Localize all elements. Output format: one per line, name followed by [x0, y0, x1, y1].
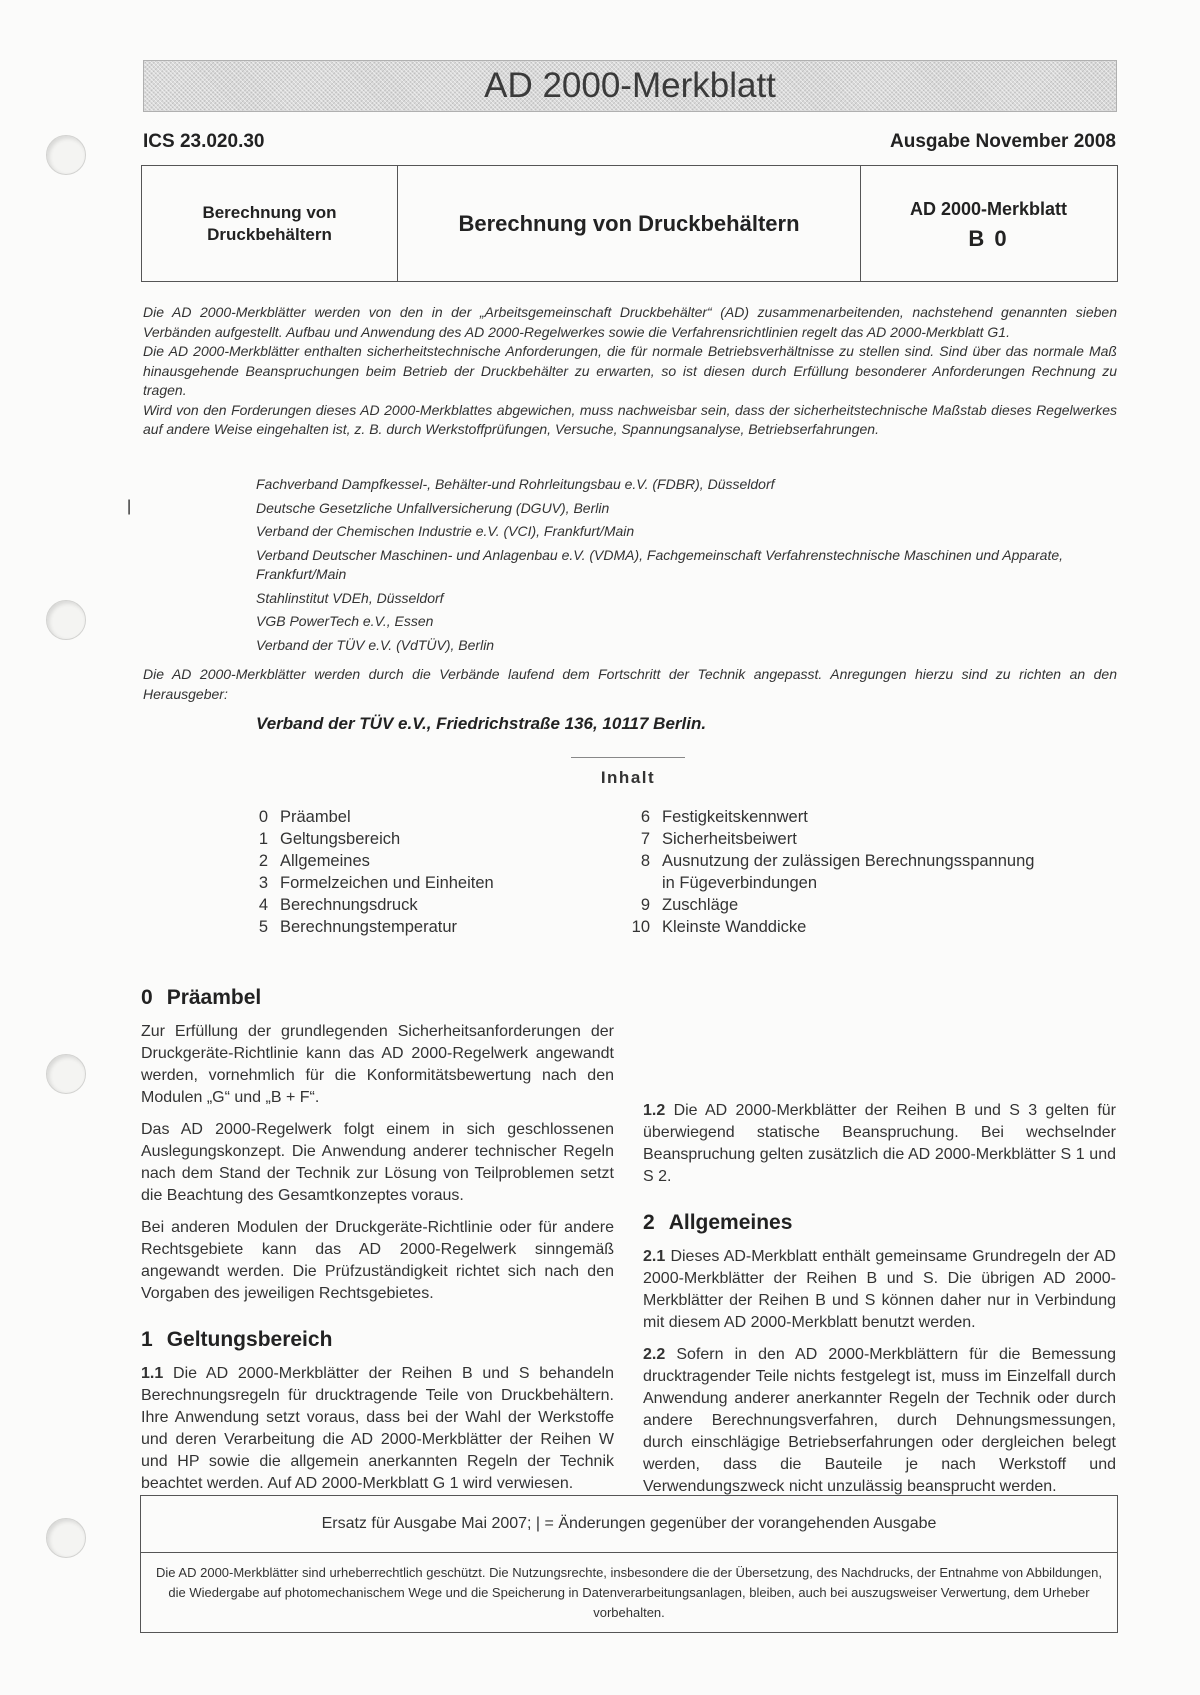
change-bar: |: [127, 498, 132, 515]
section-heading: [141, 985, 614, 1011]
body-left-column: [141, 985, 614, 1505]
clause-text: Sofern in den AD 2000-Merkblättern für die Bemessung drucktragender Teile nichts festgelegt ist, muss im Einzelfall durch Anwendung anderer anerkannter Regeln der Technik oder durch andere Berechnungsverfahren, durch Dehnungsmessungen, durch einschlägige Betriebserfahrungen oder dergleichen belegt werden, dass die Bauteile je nach Werkstoff und Verwendungszweck nicht unzulässig beansprucht werden.: [643, 1346, 1116, 1495]
toc-number: 1: [258, 830, 268, 848]
header-table-code: [861, 166, 1116, 281]
toc-number: 0: [258, 808, 268, 826]
toc-label: Präambel: [280, 808, 351, 826]
toc-label: Berechnungsdruck: [280, 896, 418, 914]
sheet-series: AD 2000-Merkblatt: [909, 198, 1068, 219]
organization-item: Deutsche Gesetzliche Unfallversicherung (DGUV), Berlin: [256, 499, 610, 516]
body-paragraph: [141, 1363, 614, 1495]
section-number: 1: [141, 1328, 153, 1351]
intro-paragraph: Die AD 2000-Merkblätter werden von den in der „Arbeitsgemeinschaft Druckbehälter“ (AD) zusammenarbeitenden, nachstehend genannten sieben Verbänden aufgestellt. Aufbau und Anwendung des AD 2000-Regelwerkes sowie die Verfahrensrichtlinien regelt das AD 2000-Merkblatt G1.: [143, 304, 1117, 340]
toc-entry: [622, 828, 1034, 850]
toc-entry: [622, 916, 1034, 938]
section-title: Geltungsbereich: [166, 1328, 333, 1351]
toc-entry: [240, 850, 494, 872]
toc-number: 8: [640, 852, 650, 870]
toc-label: in Fügeverbindungen: [662, 874, 818, 892]
intro-closing: [143, 665, 1117, 704]
toc-label: Berechnungstemperatur: [280, 918, 458, 936]
toc-label: Festigkeitskennwert: [662, 808, 808, 826]
toc-entry: [240, 828, 494, 850]
clause-number: 1.2: [643, 1102, 666, 1119]
intro-paragraph: Die AD 2000-Merkblätter enthalten sicherheitstechnische Anforderungen, die für normale Betriebsverhältnisse zu stellen sind. Sind über das normale Maß hinausgehende Beanspruchungen beim Betrieb der Druckbehälter zu erwarten, so ist diesen durch Erfüllung besonderer Anforderungen Rechnung zu tragen.: [143, 343, 1117, 398]
topic-line: Berechnung von: [202, 202, 337, 222]
toc-number: 4: [258, 896, 268, 914]
toc-label: Sicherheitsbeiwert: [662, 830, 797, 848]
section-title: Präambel: [166, 986, 262, 1009]
footer-box: [140, 1495, 1118, 1633]
toc-number: 6: [640, 808, 650, 826]
section-heading: [643, 1210, 1116, 1236]
body-paragraph: Zur Erfüllung der grundlegenden Sicherheitsanforderungen der Druckgeräte-Richtlinie kann das AD 2000-Regelwerk angewandt werden, vornehmlich für die Konformitätsbewertung nach den Modulen „G“ und „B + F“.: [141, 1023, 614, 1106]
topic-line: Druckbehältern: [207, 224, 332, 244]
copyright-notice: Die AD 2000-Merkblätter sind urheberrechtlich geschützt. Die Nutzungsrechte, insbesondere die der Übersetzung, des Nachdrucks, der Entnahme von Abbildungen, die Wiedergabe auf photomechanischem Wege und die Speicherung in Datenverarbeitungsanlagen, bleiben, auch bei auszugsweiser Verwertung, dem Urheber vorbehalten.: [156, 1565, 1102, 1620]
section-number: 0: [141, 986, 153, 1009]
clause-text: Die AD 2000-Merkblätter der Reihen B und S behandeln Berechnungsregeln für drucktragende Teile von Druckbehältern. Ihre Anwendung setzt voraus, dass bei der Wahl der Werkstoffe und deren Verarbeitung die AD 2000-Merkblätter der Reihen W und HP sowie die allgemein anerkannten Regeln der Technik beachtet werden. Auf AD 2000-Merkblatt G 1 wird verwiesen.: [141, 1365, 614, 1492]
toc-left-column: [240, 806, 494, 938]
toc-label: Allgemeines: [280, 852, 370, 870]
toc-entry: [240, 872, 494, 894]
header-table-topic: [142, 166, 398, 281]
organization-item: Fachverband Dampfkessel-, Behälter-und Rohrleitungsbau e.V. (FDBR), Düsseldorf: [256, 476, 775, 492]
body-right-column: [643, 1100, 1116, 1508]
toc-label: Formelzeichen und Einheiten: [280, 874, 494, 892]
section-heading: [141, 1327, 614, 1353]
toc-title: Inhalt: [600, 768, 656, 787]
intro-block: [143, 303, 1117, 440]
clause-number: 2.2: [643, 1346, 666, 1363]
organization-item: Verband der Chemischen Industrie e.V. (VCI), Frankfurt/Main: [256, 523, 635, 539]
toc-number: 3: [258, 874, 268, 892]
replacement-note: Ersatz für Ausgabe Mai 2007; | = Änderungen gegenüber der vorangehenden Ausgabe: [141, 1496, 1117, 1553]
toc-number: [622, 872, 650, 894]
intro-paragraph: Die AD 2000-Merkblätter werden durch die Verbände laufend dem Fortschritt der Technik angepasst. Anregungen hierzu sind zu richten an den Herausgeber:: [143, 666, 1117, 702]
toc-label: Zuschläge: [662, 896, 739, 914]
body-paragraph: [643, 1246, 1116, 1334]
organization-item: Stahlinstitut VDEh, Düsseldorf: [256, 589, 444, 606]
toc-number: 7: [640, 830, 650, 848]
toc-entry: [240, 806, 494, 828]
toc-label: Kleinste Wanddicke: [662, 918, 807, 936]
clause-number: 1.1: [141, 1365, 164, 1382]
toc-entry: [622, 872, 1034, 894]
ics-code: ICS 23.020.30: [143, 131, 265, 152]
toc-label: Ausnutzung der zulässigen Berechnungsspannung: [662, 852, 1035, 870]
toc-entry: [622, 894, 1034, 916]
section-title: Allgemeines: [668, 1211, 793, 1234]
edition-date: Ausgabe November 2008: [890, 131, 1116, 152]
toc-number: 5: [258, 918, 268, 936]
toc-number: 10: [631, 918, 650, 936]
punch-hole: [46, 1054, 86, 1094]
organization-item: VGB PowerTech e.V., Essen: [256, 613, 434, 629]
header-table-title: [398, 166, 861, 281]
toc-entry: [240, 916, 494, 938]
body-paragraph: [643, 1344, 1116, 1498]
body-paragraph: Das AD 2000-Regelwerk folgt einem in sich geschlossenen Auslegungskonzept. Die Anwendung anderer technischer Regeln nach dem Stand der Technik zur Lösung von Teilproblemen setzt die Beachtung des Gesamtkonzeptes voraus.: [141, 1121, 614, 1204]
punch-hole: [46, 135, 86, 175]
document-banner: [143, 60, 1117, 112]
organization-item: Verband der TÜV e.V. (VdTÜV), Berlin: [256, 636, 495, 653]
header-table: [141, 165, 1118, 282]
organization-item: Verband Deutscher Maschinen- und Anlagenbau e.V. (VDMA), Fachgemeinschaft Verfahrenstechnische Maschinen und Apparate, Frankfurt/Main: [256, 546, 1064, 582]
section-number: 2: [643, 1211, 655, 1234]
toc-label: Geltungsbereich: [280, 830, 401, 848]
toc-entry: [622, 806, 1034, 828]
clause-text: Die AD 2000-Merkblätter der Reihen B und S 3 gelten für überwiegend statische Beanspruchung. Bei wechselnder Beanspruchung gelten zusätzlich die AD 2000-Merkblätter S 1 und S 2.: [643, 1102, 1116, 1185]
toc-right-column: [622, 806, 1034, 938]
body-paragraph: Bei anderen Modulen der Druckgeräte-Richtlinie oder für andere Rechtsgebiete kann das AD 2000-Regelwerk sinngemäß angewandt werden. Die Prüfzuständigkeit richtet sich nach den Vorgaben des jeweiligen Rechtsgebietes.: [141, 1219, 614, 1302]
sheet-code: B 0: [968, 225, 1009, 251]
organization-list: [256, 475, 1116, 659]
toc-number: 2: [258, 852, 268, 870]
punch-hole: [46, 600, 86, 640]
toc-divider: [571, 757, 685, 758]
toc-entry: [240, 894, 494, 916]
clause-number: 2.1: [643, 1248, 666, 1265]
intro-paragraph: Wird von den Forderungen dieses AD 2000-Merkblattes abgewichen, muss nachweisbar sein, dass der sicherheitstechnische Maßstab dieses Regelwerkes auf andere Weise eingehalten ist, z. B. durch Werkstoffprüfungen, Versuche, Spannungsanalyse, Betriebserfahrungen.: [143, 401, 1117, 437]
clause-text: Dieses AD-Merkblatt enthält gemeinsame Grundregeln der AD 2000-Merkblätter der Reihen B und S. Die übrigen AD 2000-Merkblätter der Reihen B und S können daher nur in Verbindung mit diesem AD 2000-Merkblatt benutzt werden.: [643, 1248, 1116, 1331]
punch-hole: [46, 1518, 86, 1558]
document-title: Berechnung von Druckbehältern: [458, 210, 800, 236]
publisher-address: Verband der TÜV e.V., Friedrichstraße 136, 10117 Berlin.: [256, 714, 707, 733]
banner-title: AD 2000-Merkblatt: [484, 66, 776, 105]
toc-number: 9: [640, 896, 650, 914]
toc-entry: [622, 850, 1034, 872]
body-paragraph: [643, 1100, 1116, 1188]
